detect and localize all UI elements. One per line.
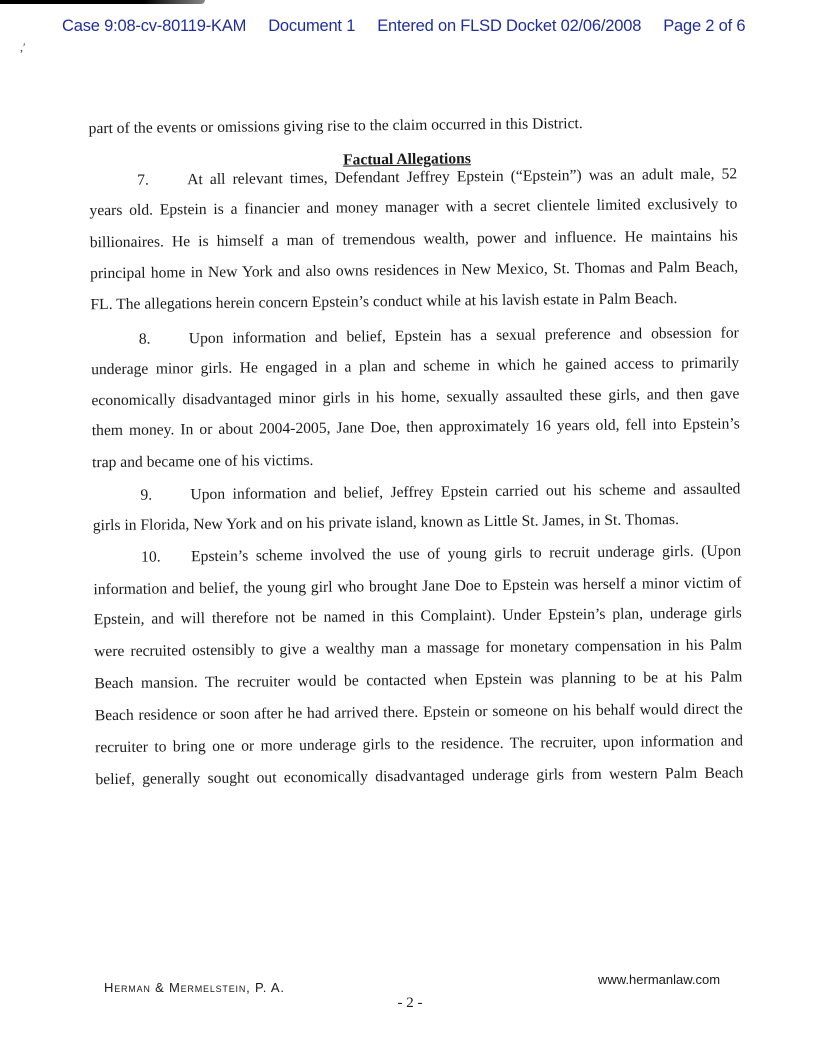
paragraph-line: recruiter to bring one or more underage girls to the residence. The recruiter, upon information and <box>95 732 744 757</box>
paragraph-line: information and belief, the young girl who brought Jane Doe to Epstein was herself a minor victim of <box>93 574 742 599</box>
paragraph-line: them money. In or about 2004-2005, Jane Doe, then approximately 16 years old, fell into Epstein’s <box>91 415 740 440</box>
paragraph-line: Upon information and belief, Epstein has a sexual preference and obsession for <box>188 324 739 348</box>
document-number: Document 1 <box>268 17 356 35</box>
paragraph-line: years old. Epstein is a financier and money manager with a secret clientele limited exclusively to <box>89 195 738 220</box>
paragraph-line: were recruited ostensibly to give a wealthy man a massage for monetary compensation in his Palm <box>94 636 743 661</box>
paragraph-line: Epstein’s scheme involved the use of young girls to recruit underage girls. (Upon <box>191 542 742 566</box>
paragraph-number: 9. <box>140 486 153 504</box>
paragraph-line: Upon information and belief, Jeffrey Epstein carried out his scheme and assaulted <box>190 480 741 504</box>
paragraph-line: underage minor girls. He engaged in a plan and scheme in which he gained access to primarily <box>91 354 740 379</box>
case-number: Case 9:08-cv-80119-KAM <box>62 17 247 35</box>
paragraph-line: Beach mansion. The recruiter would be contacted when Epstein was planning to be at his Palm <box>94 668 743 693</box>
scan-mark: ,′ <box>20 40 26 54</box>
paragraph-line: Beach residence or soon after he had arrived there. Epstein or someone on his behalf would direct the <box>94 700 743 725</box>
section-heading: Factual Allegations <box>342 150 471 169</box>
page-count: Page 2 of 6 <box>663 17 746 35</box>
paragraph-number: 8. <box>138 330 151 348</box>
paragraph-line: economically disadvantaged minor girls in his home, sexually assaulted these girls, and then gave <box>91 385 740 410</box>
paragraph-line: belief, generally sought out economically disadvantaged underage girls from western Palm Beach <box>95 764 744 789</box>
paragraph-line: girls in Florida, New York and on his private island, known as Little St. James, in St. Thomas. <box>92 511 680 535</box>
footer-url[interactable]: www.hermanlaw.com <box>598 972 721 987</box>
footer-page-number: - 2 - <box>397 995 423 1011</box>
paragraph-line: principal home in New York and also owns residences in New Mexico, St. Thomas and Palm Beach, <box>90 258 739 283</box>
paragraph-line: Epstein, and will therefore not be named in this Complaint). Under Epstein’s plan, underage girls <box>93 604 742 629</box>
paragraph-number: 7. <box>137 171 149 189</box>
paragraph-line: At all relevant times, Defendant Jeffrey Epstein (“Epstein”) was an adult male, 52 <box>187 165 738 189</box>
paragraph-number: 10. <box>141 548 161 566</box>
paragraph-line: FL. The allegations herein concern Epstein’s conduct while at his lavish estate in Palm Beach. <box>90 290 678 314</box>
intro-line: part of the events or omissions giving rise to the claim occurred in this District. <box>88 115 583 138</box>
footer-firm-name: Herman & Mermelstein, P. A. <box>104 980 285 995</box>
paragraph-line: billionaires. He is himself a man of tremendous wealth, power and influence. He maintains his <box>89 227 738 252</box>
entered-date: Entered on FLSD Docket 02/06/2008 <box>377 17 642 35</box>
paragraph-line: trap and became one of his victims. <box>92 451 314 472</box>
